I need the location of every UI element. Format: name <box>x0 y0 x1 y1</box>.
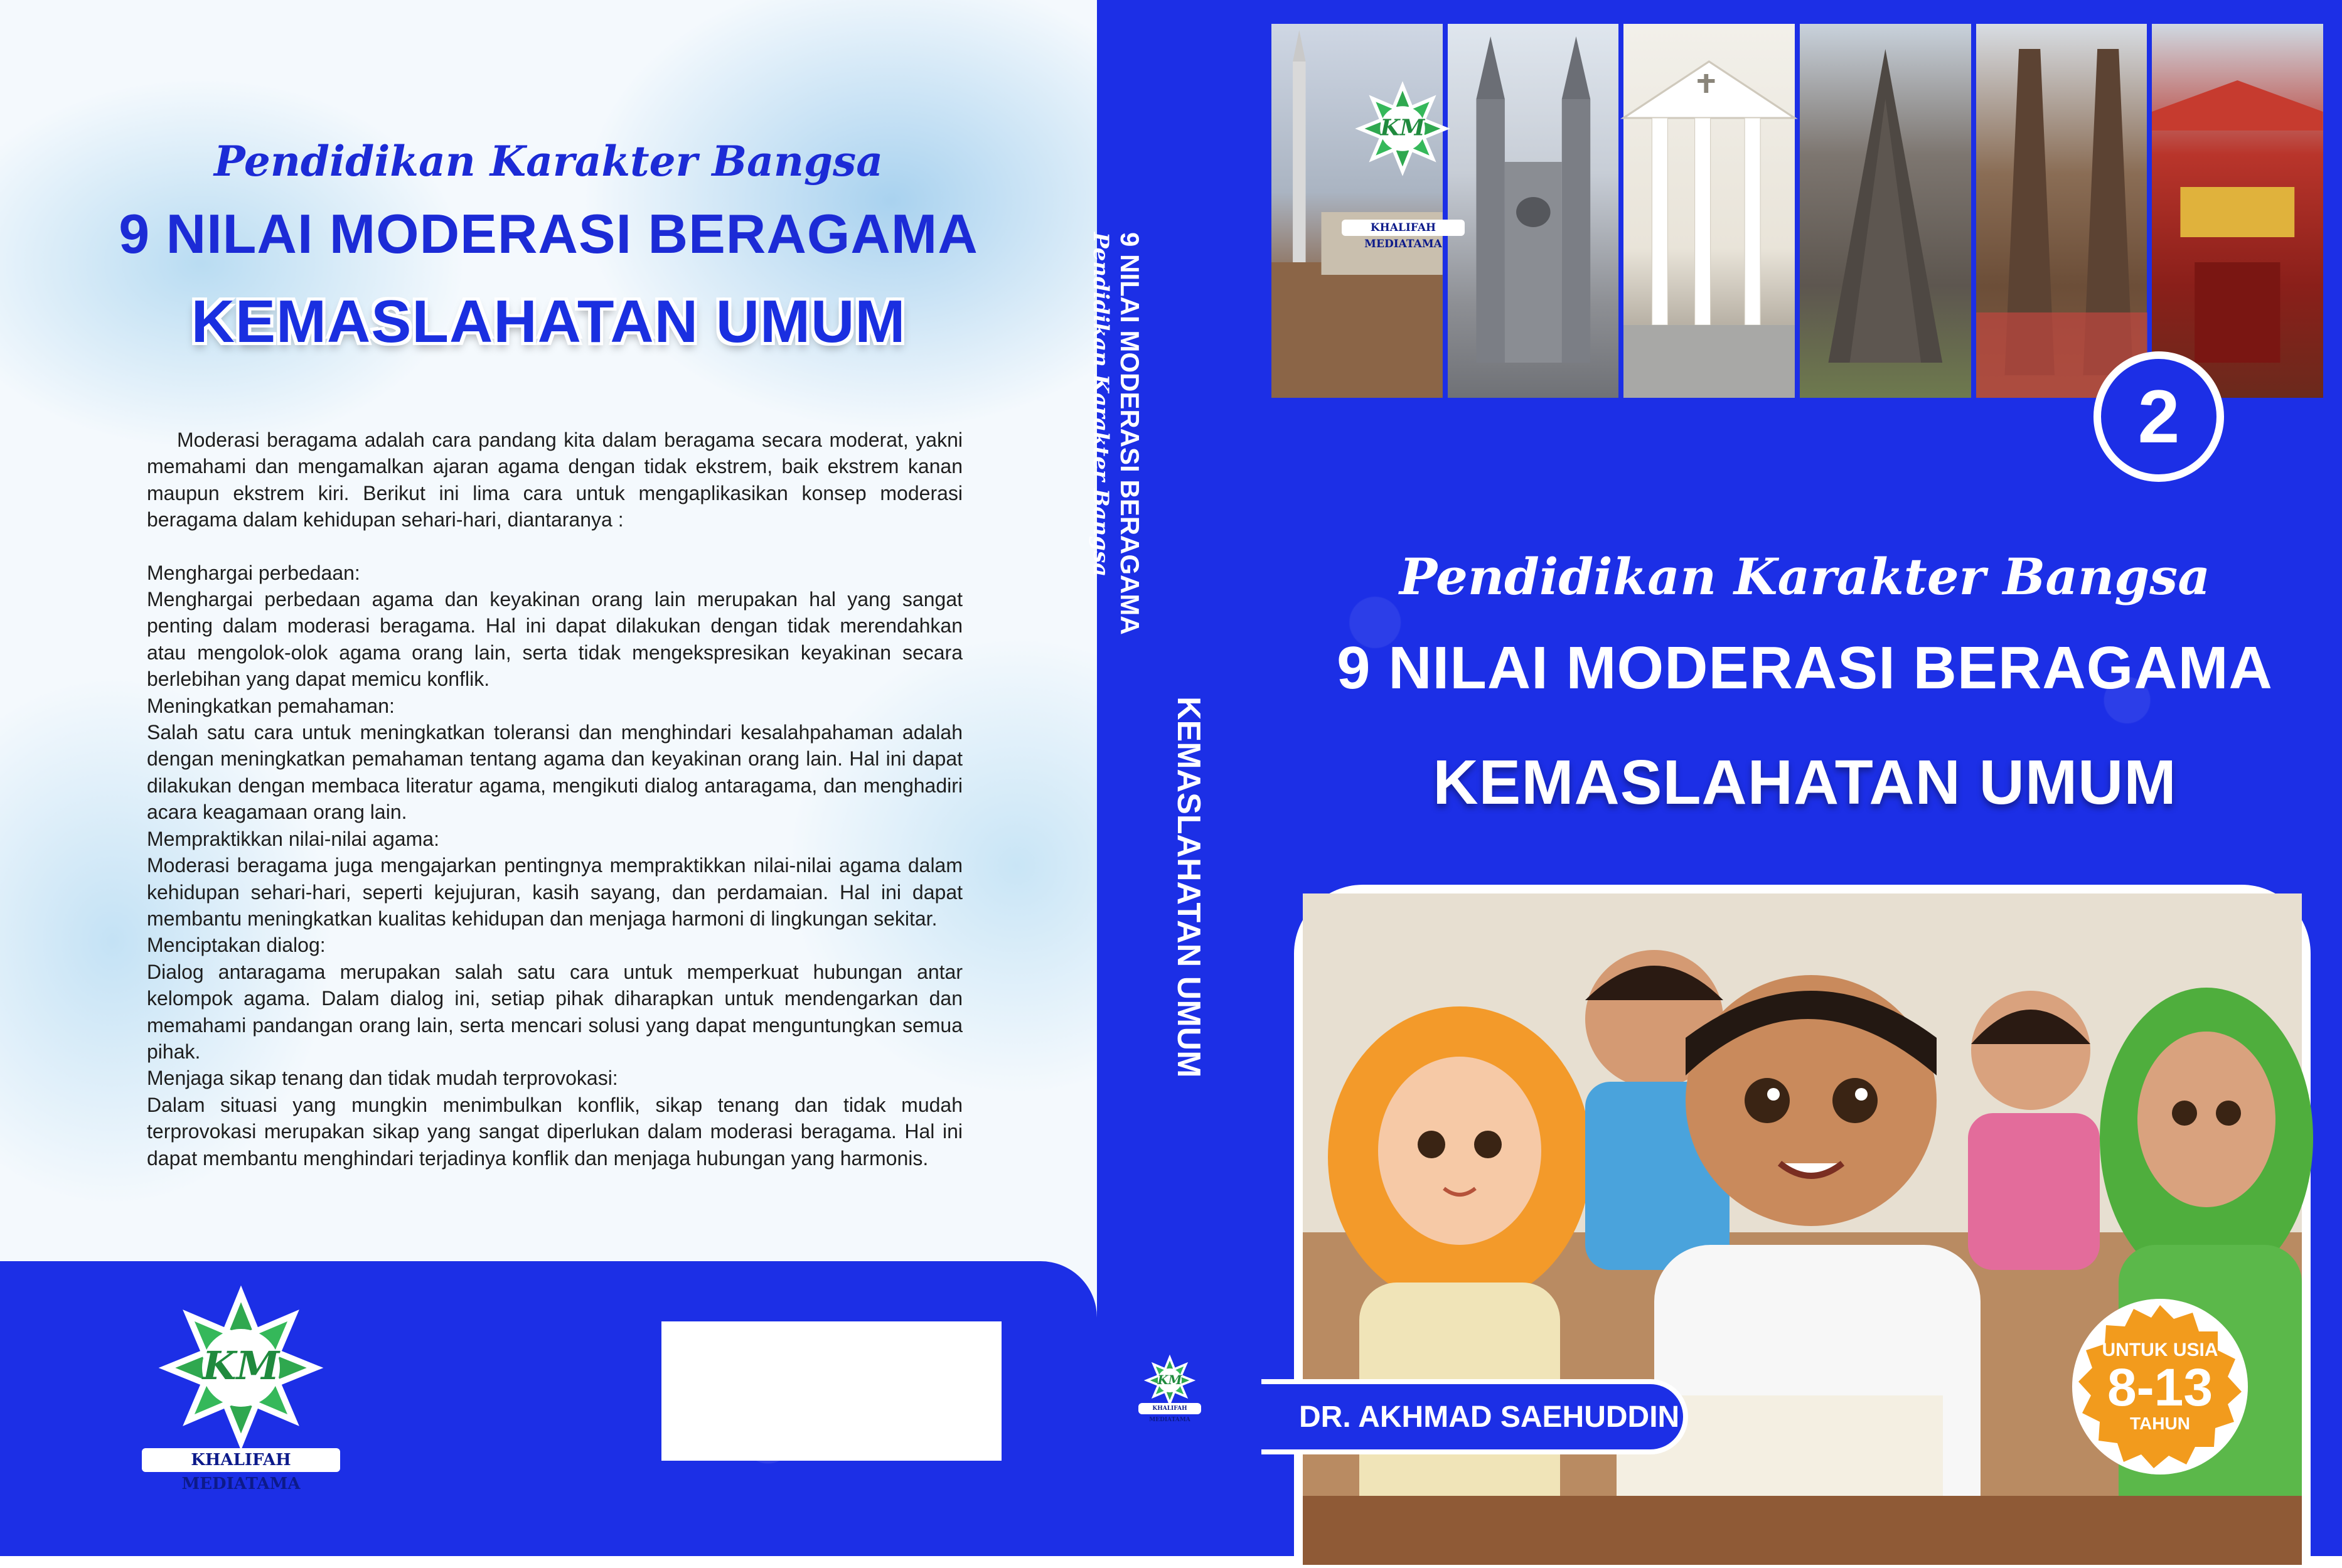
photo-mosque <box>1271 24 1443 398</box>
back-cover <box>0 0 1097 1556</box>
front-publisher-logo <box>1355 82 1450 176</box>
spine-logo <box>1145 1355 1195 1405</box>
back-series-title: Pendidikan Karakter Bangsa <box>214 137 883 186</box>
blurb-point-heading: Menghargai perbedaan: <box>147 561 360 584</box>
barcode-area <box>661 1321 1002 1461</box>
publisher-name: KHALIFAH MEDIATAMA <box>142 1448 340 1472</box>
blurb-point-text: Dialog antaragama merupakan salah satu cara untuk memperkuat hubungan antar kelompok agama. Dalam dialog ini, setiap pihak diharapkan untuk mendengarkan dan memahami pandangan orang lain, serta mencari solusi yang dapat menguntungkan semua pihak. <box>147 960 963 1063</box>
blurb-intro: Moderasi beragama adalah cara pandang kita dalam beragama secara moderat, yakni memahami dan mengamalkan ajaran agama dengan tidak ekstrem, baik ekstrem kanan maupun ekstrem kiri. Berikut ini lima cara untuk mengaplikasikan konsep moderasi beragama dalam kehidupan sehari-hari, diantaranya : <box>147 429 963 531</box>
svg-text:KM: KM <box>1157 1373 1182 1388</box>
blurb-point-text: Salah satu cara untuk meningkatkan toleransi dan menghindari kesalahpahaman adalah dengan meningkatkan pemahaman tentang agama dan keyakinan orang lain. Hal ini dapat dilakukan dengan membaca literatur agama, mengikuti dialog antaragama, dan menghadiri acara keagamaan orang lain. <box>147 721 963 824</box>
age-line1: UNTUK USIA <box>2102 1340 2218 1360</box>
blurb-point-heading: Mempraktikkan nilai-nilai agama: <box>147 827 439 850</box>
front-cover <box>1268 0 2342 1556</box>
back-main-title: 9 NILAI MODERASI BERAGAMA <box>119 203 978 265</box>
spine-main-title: 9 NILAI MODERASI BERAGAMA <box>1115 232 1145 635</box>
blurb-point-heading: Menciptakan dialog: <box>147 934 326 957</box>
front-series-title: Pendidikan Karakter Bangsa <box>1399 547 2211 606</box>
age-range: 8-13 <box>2107 1358 2213 1417</box>
blurb-point-text: Menghargai perbedaan agama dan keyakinan orang lain merupakan hal yang sangat penting dalam moderasi beragama. Hal ini dapat dilakukan dengan tidak merendahkan atau mengolok-olok agama orang lain, serta tidak mengekspresikan keyakinan secara berlebihan yang dapat memicu konflik. <box>147 588 963 691</box>
svg-text:KM: KM <box>1380 114 1425 141</box>
blurb-point-heading: Menjaga sikap tenang dan tidak mudah terprovokasi: <box>147 1067 618 1090</box>
blurb-point-text: Dalam situasi yang mungkin menimbulkan konflik, sikap tenang dan tidak mudah terprovokasi merupakan sikap yang sangat diperlukan dalam moderasi beragama. Hal ini dapat membantu menghindari terjadinya konflik dan menjaga hubungan yang harmonis. <box>147 1093 963 1170</box>
front-subtitle: KEMASLAHATAN UMUM <box>1433 747 2177 818</box>
photo-cathedral <box>1448 24 1619 398</box>
back-blurb <box>147 427 963 1171</box>
front-publisher-name: KHALIFAH MEDIATAMA <box>1342 220 1465 236</box>
age-badge <box>2066 1293 2254 1481</box>
spine-publisher-name: KHALIFAH MEDIATAMA <box>1138 1403 1201 1414</box>
back-subtitle: KEMASLAHATAN UMUM <box>191 288 906 355</box>
front-main-title: 9 NILAI MODERASI BERAGAMA <box>1337 634 2273 701</box>
age-line3: TAHUN <box>2130 1414 2190 1433</box>
photo-hindu-temple <box>1800 24 1971 398</box>
blurb-point-heading: Meningkatkan pemahaman: <box>147 694 395 717</box>
star-emblem-icon <box>1355 82 1450 176</box>
photo-chinese-temple <box>2152 24 2323 398</box>
girl-pink-dress <box>1968 991 2100 1270</box>
photo-church <box>1623 24 1795 398</box>
volume-number-badge: 2 <box>2093 351 2224 482</box>
spine-subtitle: KEMASLAHATAN UMUM <box>1170 696 1207 1078</box>
publisher-logo <box>159 1286 323 1449</box>
star-emblem-icon <box>159 1286 323 1449</box>
star-emblem-icon <box>1145 1355 1195 1405</box>
photo-bali-temple <box>1976 24 2147 398</box>
spine-series-title: Pendidikan Karakter Bangsa <box>1088 232 1113 577</box>
blurb-point-text: Moderasi beragama juga mengajarkan pentingnya mempraktikkan nilai-nilai agama dalam kehidupan sehari-hari, seperti kejujuran, kasih sayang, dan perdamaian. Hal ini dapat membantu meningkatkan kualitas kehidupan dan menjaga harmoni di lingkungan sekitar. <box>147 854 963 930</box>
worship-places-photo-strip <box>1271 24 2323 398</box>
svg-text:KM: KM <box>202 1343 280 1389</box>
author-name-pill: DR. AKHMAD SAEHUDDIN <box>1261 1379 1688 1454</box>
spine <box>1088 0 1268 1556</box>
